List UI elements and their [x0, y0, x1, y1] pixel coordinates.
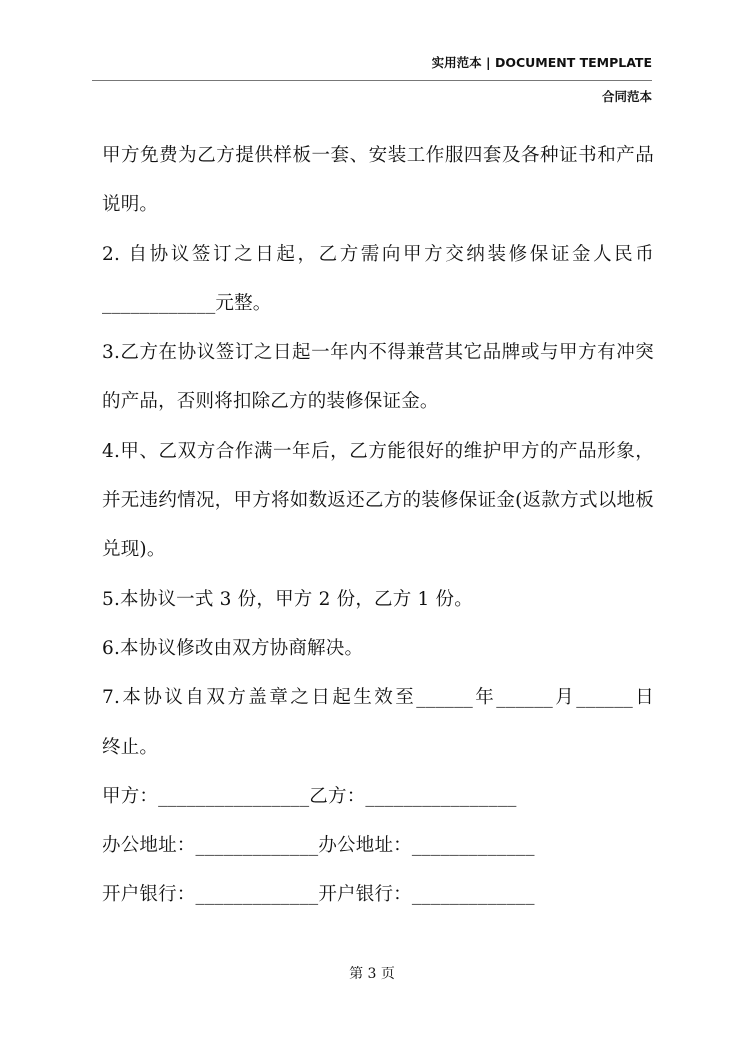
address-line: 办公地址：_____________办公地址：_____________: [102, 835, 535, 856]
body-line-8: 并无违约情况，甲方将如数返还乙方的装修保证金(返款方式以地板: [102, 490, 654, 511]
party-line: 甲方：________________乙方：________________: [102, 786, 517, 807]
body-line-2: 说明。: [102, 194, 159, 215]
body-line-4: ____________元整。: [102, 293, 272, 314]
body-line-3: 2. 自协议签订之日起，乙方需向甲方交纳装修保证金人民币: [102, 244, 654, 265]
body-line-1: 甲方免费为乙方提供样板一套、安装工作服四套及各种证书和产品: [102, 145, 654, 166]
body-line-6: 的产品，否则将扣除乙方的装修保证金。: [102, 391, 439, 412]
page-number: 第 3 页: [349, 966, 395, 982]
body-line-13: 终止。: [102, 737, 159, 758]
body-line-10: 5.本协议一式 3 份，甲方 2 份，乙方 1 份。: [102, 589, 473, 610]
body-line-9: 兑现)。: [102, 539, 166, 560]
bank-line: 开户银行：_____________开户银行：_____________: [102, 884, 535, 905]
body-line-11: 6.本协议修改由双方协商解决。: [102, 638, 364, 659]
header-title: 实用范本 | DOCUMENT TEMPLATE: [431, 55, 652, 70]
body-line-5: 3.乙方在协议签订之日起一年内不得兼营其它品牌或与甲方有冲突: [102, 342, 654, 363]
header-subtitle: 合同范本: [601, 89, 652, 104]
body-line-7: 4.甲、乙双方合作满一年后，乙方能很好的维护甲方的产品形象，: [102, 441, 654, 462]
header-divider: [92, 80, 652, 81]
body-line-12: 7.本协议自双方盖章之日起生效至______年______月______日: [102, 687, 654, 708]
